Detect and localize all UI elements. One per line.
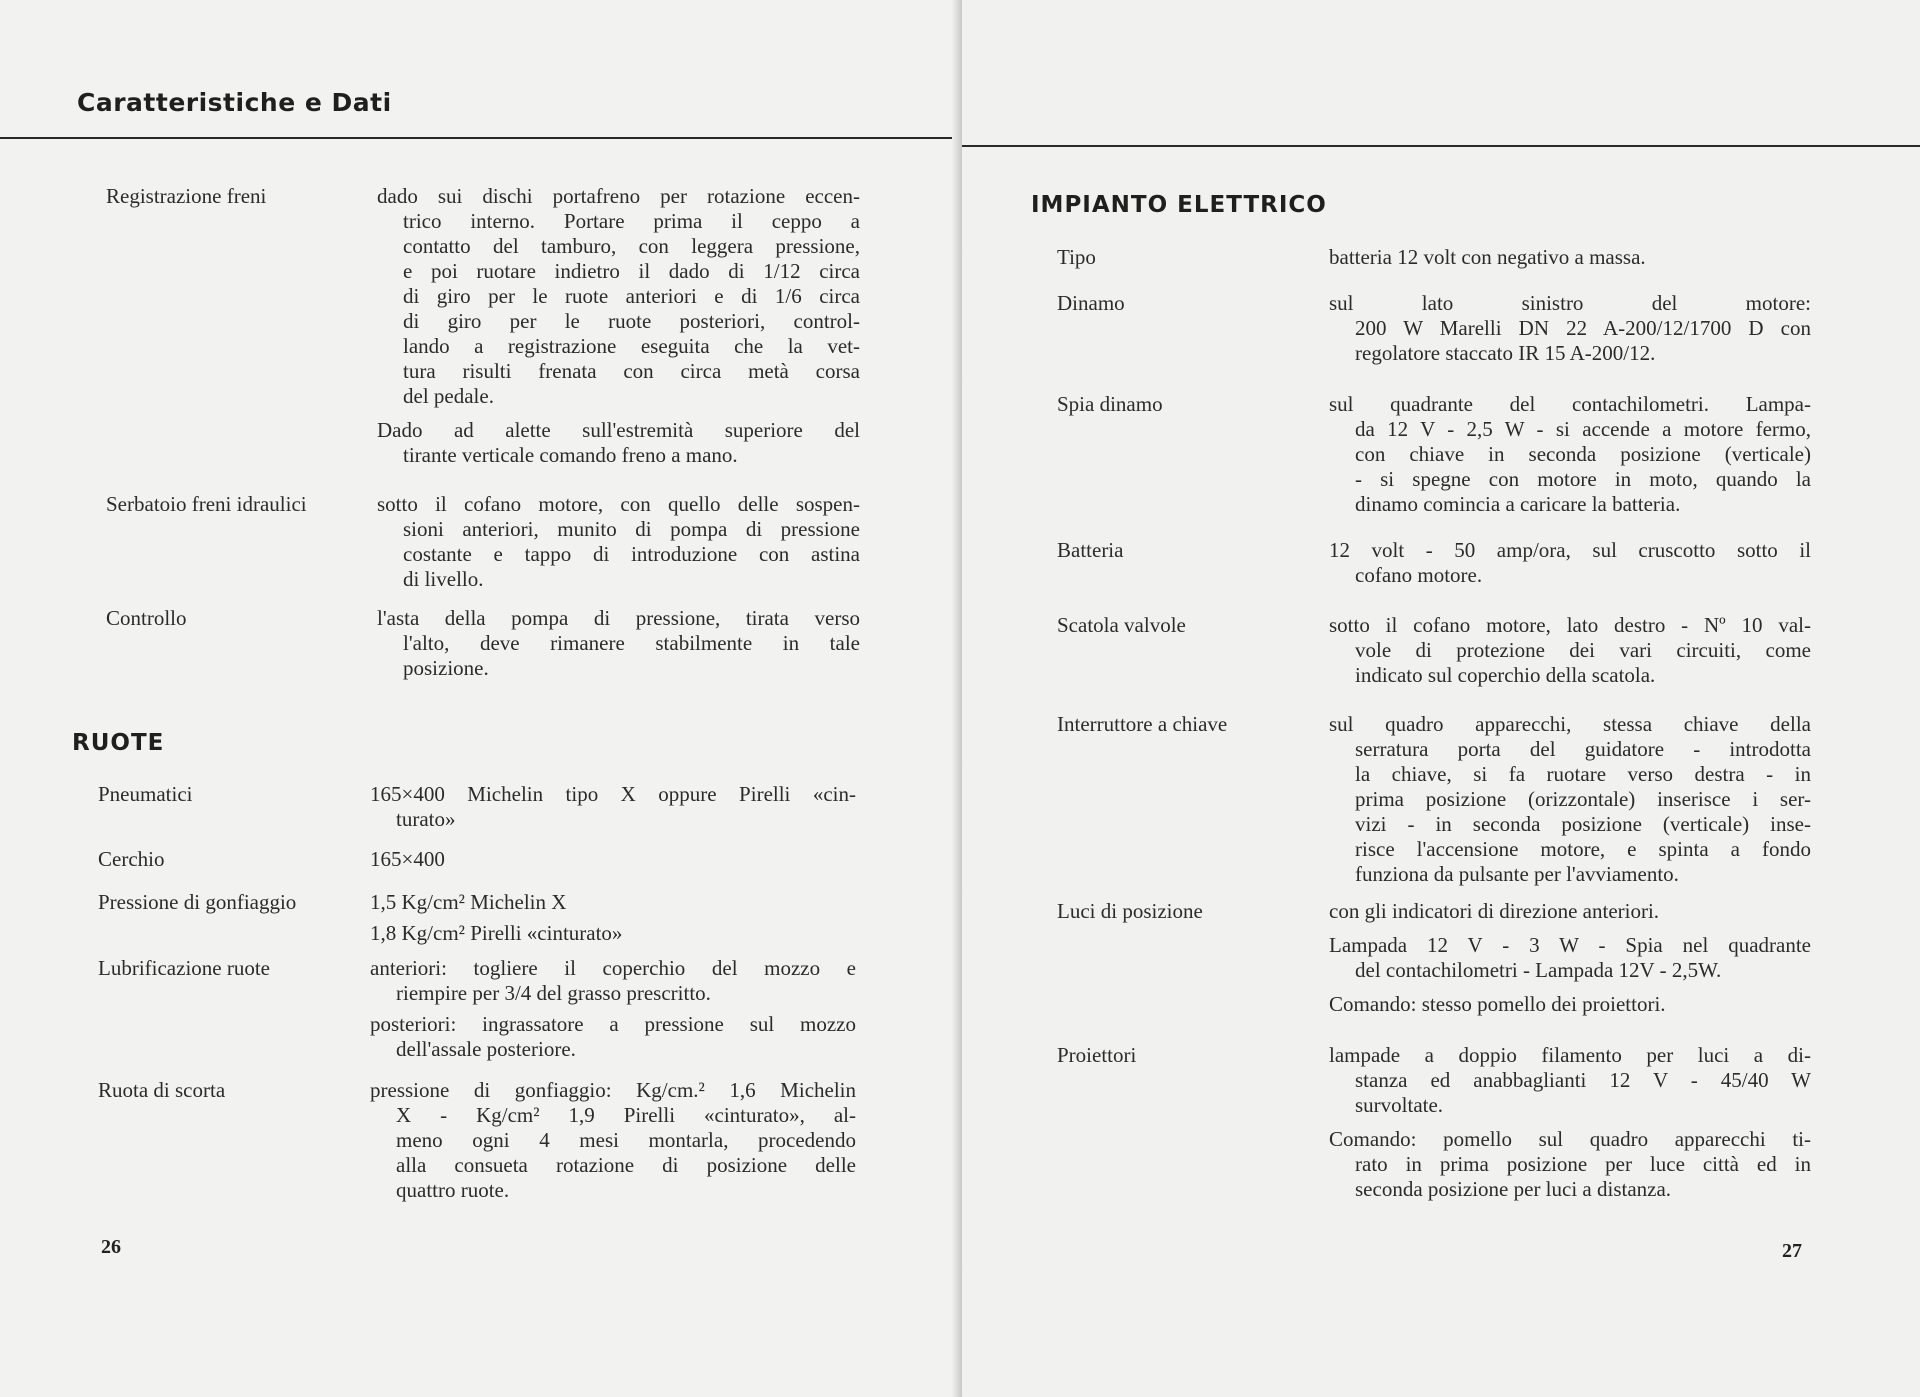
section-title-impianto-elettrico: IMPIANTO ELETTRICO [1031, 192, 1327, 218]
entry-label: Proiettori [1057, 1043, 1137, 1067]
text-line: 1,8 Kg/cm² Pirelli «cinturato» [370, 921, 623, 945]
text-line: 165×400 Michelin tipo X oppure Pirelli «cin- [370, 782, 856, 806]
section-title-ruote: RUOTE [72, 730, 165, 756]
entry-label: Cerchio [98, 847, 165, 871]
text-line: tirante verticale comando freno a mano. [403, 443, 738, 467]
text-line: lando a registrazione eseguita che la vet- [403, 334, 860, 358]
text-line: posizione. [403, 656, 489, 680]
text-line: funziona da pulsante per l'avviamento. [1355, 862, 1679, 886]
text-line: la chiave, si fa ruotare verso destra - in [1355, 762, 1811, 786]
entry-label: Interruttore a chiave [1057, 712, 1228, 736]
entry-label: Scatola valvole [1057, 613, 1186, 637]
entry-label: Dinamo [1057, 291, 1125, 315]
header-rule [0, 137, 962, 139]
text-line: serratura porta del guidatore - introdotta [1355, 737, 1811, 761]
entry-label: Tipo [1057, 245, 1096, 269]
text-line: pressione di gonfiaggio: Kg/cm.² 1,6 Michelin [370, 1078, 856, 1102]
text-line: risce l'accensione motore, e spinta a fondo [1355, 837, 1811, 861]
text-line: quattro ruote. [396, 1178, 510, 1202]
text-line: e poi ruotare indietro il dado di 1/12 circa [403, 259, 860, 283]
text-line: di livello. [403, 567, 484, 591]
header-rule [962, 145, 1920, 147]
entry-label: Pressione di gonfiaggio [98, 890, 297, 914]
text-line: 200 W Marelli DN 22 A-200/12/1700 D con [1355, 316, 1811, 340]
text-line: l'alto, deve rimanere stabilmente in tale [403, 631, 860, 655]
text-line: con gli indicatori di direzione anteriori. [1329, 899, 1660, 923]
entry-text [370, 1012, 856, 1062]
text-line: vizi - in seconda posizione (verticale) inse- [1355, 812, 1811, 836]
text-line: sotto il cofano motore, con quello delle sospen- [377, 492, 860, 516]
entry-text [370, 890, 856, 915]
entry-text [370, 956, 856, 1006]
entry-text [370, 921, 856, 946]
text-line: Dado ad alette sull'estremità superiore del [377, 418, 860, 442]
entry-label: Registrazione freni [106, 184, 267, 208]
page-number-right: 27 [1782, 1240, 1802, 1262]
text-line: stanza ed anabbaglianti 12 V - 45/40 W [1355, 1068, 1811, 1092]
entry-text [370, 782, 856, 832]
entry-label: Luci di posizione [1057, 899, 1203, 923]
entry-text [377, 606, 860, 681]
text-line: sul quadrante del contachilometri. Lampa- [1329, 392, 1811, 416]
text-line: posteriori: ingrassatore a pressione sul mozzo [370, 1012, 856, 1036]
entry-text [377, 418, 860, 468]
text-line: trico interno. Portare prima il ceppo a [403, 209, 860, 233]
text-line: Lampada 12 V - 3 W - Spia nel quadrante [1329, 933, 1811, 957]
text-line: contatto del tamburo, con leggera pressione, [403, 234, 860, 258]
entry-text [1329, 933, 1811, 983]
text-line: da 12 V - 2,5 W - si accende a motore fermo, [1355, 417, 1811, 441]
entry-label: Lubrificazione ruote [98, 956, 270, 980]
text-line: sul lato sinistro del motore: [1329, 291, 1811, 315]
text-line: alla consueta rotazione di posizione delle [396, 1153, 856, 1177]
entry-text [370, 847, 856, 872]
text-line: regolatore staccato IR 15 A-200/12. [1355, 341, 1656, 365]
text-line: riempire per 3/4 del grasso prescritto. [396, 981, 711, 1005]
text-line: Comando: stesso pomello dei proiettori. [1329, 992, 1666, 1016]
text-line: dell'assale posteriore. [396, 1037, 576, 1061]
text-line: batteria 12 volt con negativo a massa. [1329, 245, 1646, 269]
text-line: di giro per le ruote posteriori, control- [403, 309, 860, 333]
text-line: survoltate. [1355, 1093, 1444, 1117]
entry-text [1329, 392, 1811, 517]
text-line: meno ogni 4 mesi montarla, procedendo [396, 1128, 856, 1152]
text-line: X - Kg/cm² 1,9 Pirelli «cinturato», al- [396, 1103, 856, 1127]
text-line: 1,5 Kg/cm² Michelin X [370, 890, 567, 914]
text-line: - si spegne con motore in moto, quando la [1355, 467, 1811, 491]
text-line: dado sui dischi portafreno per rotazione eccen- [377, 184, 860, 208]
text-line: sul quadro apparecchi, stessa chiave della [1329, 712, 1811, 736]
entry-text [1329, 899, 1811, 924]
entry-label: Spia dinamo [1057, 392, 1163, 416]
entry-text [370, 1078, 856, 1203]
entry-text [1329, 613, 1811, 688]
entry-text [1329, 1127, 1811, 1202]
entry-text [1329, 1043, 1811, 1118]
text-line: sioni anteriori, munito di pompa di pressione [403, 517, 860, 541]
text-line: dinamo comincia a caricare la batteria. [1355, 492, 1681, 516]
text-line: del contachilometri - Lampada 12V - 2,5W. [1355, 958, 1722, 982]
page-number-left: 26 [101, 1236, 121, 1258]
text-line: vole di protezione dei vari circuiti, come [1355, 638, 1811, 662]
text-line: 12 volt - 50 amp/ora, sul cruscotto sotto il [1329, 538, 1811, 562]
entry-text [1329, 538, 1811, 588]
text-line: del pedale. [403, 384, 494, 408]
entry-text [377, 492, 860, 592]
text-line: prima posizione (orizzontale) inserisce i ser- [1355, 787, 1811, 811]
text-line: 165×400 [370, 847, 445, 871]
entry-text [1329, 245, 1811, 270]
text-line: seconda posizione per luci a distanza. [1355, 1177, 1672, 1201]
entry-text [377, 184, 860, 409]
entry-label: Serbatoio freni idraulici [106, 492, 307, 516]
text-line: sotto il cofano motore, lato destro - Nº 10 val- [1329, 613, 1811, 637]
entry-label: Pneumatici [98, 782, 193, 806]
entry-label: Controllo [106, 606, 187, 630]
entry-label: Ruota di scorta [98, 1078, 226, 1102]
entry-text [1329, 291, 1811, 366]
text-line: turato» [396, 807, 456, 831]
entry-label: Batteria [1057, 538, 1124, 562]
entry-text [1329, 992, 1811, 1017]
text-line: indicato sul coperchio della scatola. [1355, 663, 1656, 687]
text-line: con chiave in seconda posizione (verticale) [1355, 442, 1811, 466]
text-line: cofano motore. [1355, 563, 1483, 587]
text-line: costante e tappo di introduzione con astina [403, 542, 860, 566]
text-line: l'asta della pompa di pressione, tirata verso [377, 606, 860, 630]
text-line: di giro per le ruote anteriori e di 1/6 circa [403, 284, 860, 308]
text-line: anteriori: togliere il coperchio del mozzo e [370, 956, 856, 980]
text-line: Comando: pomello sul quadro apparecchi ti- [1329, 1127, 1811, 1151]
running-head: Caratteristiche e Dati [77, 88, 392, 117]
text-line: lampade a doppio filamento per luci a di- [1329, 1043, 1811, 1067]
text-line: tura risulti frenata con circa metà corsa [403, 359, 860, 383]
text-line: rato in prima posizione per luce città ed in [1355, 1152, 1811, 1176]
entry-text [1329, 712, 1811, 887]
